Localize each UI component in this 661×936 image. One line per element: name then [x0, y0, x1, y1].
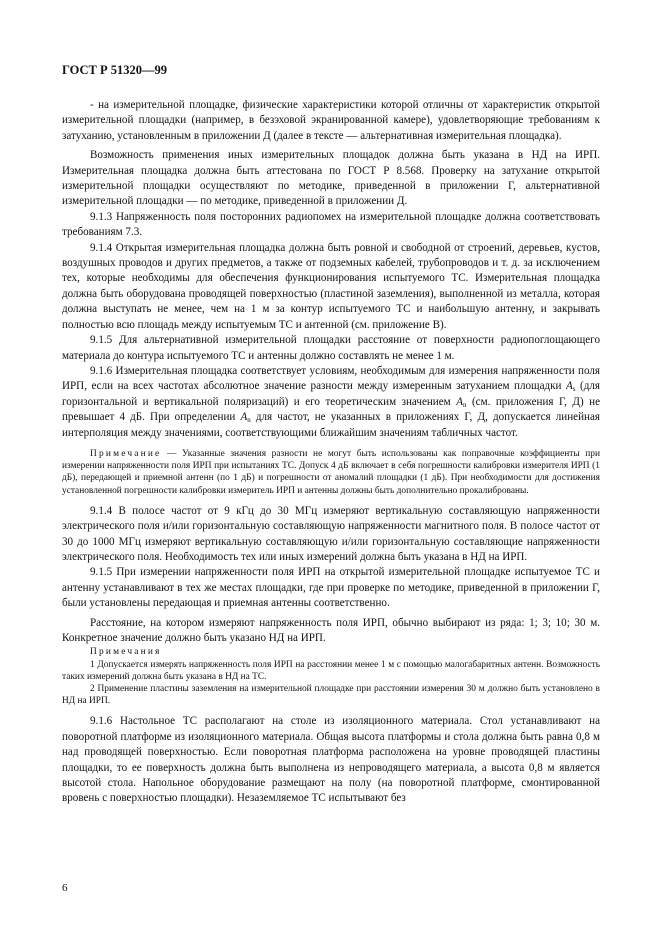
variable-a: A [456, 395, 463, 408]
text-run: (см. приложения Г, Д) не превышает 4 дБ. При определении [62, 395, 601, 424]
paragraph-list-item: - на измерительной площадке, физические характеристики которой отличны от характеристик открытой измерительной площадки (например, в безэховой экранированной камере), удовлетворяющие требованиям к затуханию, установленным в приложении Д (далее в тексте — альтернативная измерительная площадка). [62, 99, 600, 142]
note-block [62, 448, 600, 497]
note-text: — Указанные значения разности не могут быть использованы как поправочные коэффициенты при измерении напряженности поля ИРП при испытаниях ТС. Допуск 4 дБ включает в себя погрешности калибровки измерителя ИРП (1 дБ), передающей и приемной антенн (по 1 дБ) и погрешности от аномалий площадки (1 дБ). При необходимости для достижения установленной погрешности калибровки измеритель ИРП и антенны должны быть дополнительно прокалиброваны. [62, 448, 600, 496]
subscript: n [247, 416, 251, 425]
text-run: для частот, не указанных в приложениях Г, Д, допускается линейная интерполяция между значениями, соответствующими ближайшим значениям табличных частот. [62, 411, 600, 439]
subscript: s [572, 385, 576, 394]
document-body [62, 98, 600, 807]
paragraph: Возможность применения иных измерительных площадок должна быть указана в НД на ИРП. Измерительная площадка должна быть аттестована по ГОСТ Р 8.568. Проверку на затухание открытой измерительной площадки осуществляют по методике, приведенной в приложении Г, альтернативной измерительной площадки — по методике, приведенной в приложении Д. [62, 149, 600, 208]
paragraph-9-1-4b: 9.1.4 В полосе частот от 9 кГц до 30 МГц измеряют вертикальную составляющую напряженности электрического поля и/или горизонтальную составляющую напряженности магнитного поля. В полосе частот от 30 до 1000 МГц измеряют вертикальную составляющую и/или горизонтальную составляющие напряженности электрического поля. Необходимость тех или иных измерений должна быть указана в НД на ИРП. [62, 504, 600, 563]
variable-a: A [565, 380, 573, 393]
paragraph-9-1-3: 9.1.3 Напряженность поля посторонних радиопомех на измерительной площадке должна соответствовать требованиям 7.3. [62, 210, 600, 239]
paragraph-9-1-6 [62, 364, 600, 441]
paragraph-distance: Расстояние, на котором измеряют напряженность поля ИРП, обычно выбирают из ряда: 1; 3; 10; 30 м. Конкретное значение должно быть указано НД на ИРП. [62, 616, 600, 644]
note-1: 1 Допускается измерять напряженность поля ИРП на расстоянии менее 1 м с помощью малогабаритных антенн. Возможность таких измерений должна быть указана в НД на ТС. [62, 659, 600, 682]
paragraph-9-1-6b: 9.1.6 Настольное ТС располагают на столе из изоляционного материала. Стол устанавливают на поворотной платформе из изоляционного материала. Общая высота платформы и стола должна быть равна 0,8 м над проводящей поверхностью. Если поворотная платформа расположена на уровне проводящей пластины площадки, то ее поверхность должна быть выполнена из непроводящего материала, а высота 0,8 м является высотой стола. Напольное оборудование размещают на полу (на поворотной платформе, смонтированной вровень с поверхностью площадки). Незаземляемое ТС испытывают без [62, 715, 600, 805]
paragraph-9-1-5b: 9.1.5 При измерении напряженности поля ИРП на открытой измерительной площадке испытуемое ТС и антенну устанавливают в тех же местах площадки, где при проверке по методике, приведенной в приложении Г, были установлены передающая и приемная антенны соответственно. [62, 566, 600, 610]
paragraph-9-1-4: 9.1.4 Открытая измерительная площадка должна быть ровной и свободной от строений, деревьев, кустов, воздушных проводов и других предметов, а также от подземных кабелей, трубопроводов и т. д. за исключением тех, которые необходимы для обеспечения функционирования испытуемого ТС. Измерительная площадка должна быть оборудована проводящей поверхностью (пластиной заземления), выполненной из металла, которая должна выступать не менее, чем на 1 м за контур испытуемого ТС и наибольшую антенну, и закрывать полностью всю площадь между испытуемым ТС и антенной (см. приложение В). [62, 241, 600, 331]
note-label: Примечание [90, 448, 162, 459]
page-number: 6 [62, 882, 68, 894]
variable-a: A [240, 411, 248, 424]
notes-title: Примечания [90, 647, 162, 658]
subscript: n [462, 400, 467, 409]
document-header: ГОСТ Р 51320—99 [62, 63, 168, 77]
text-run: (для горизонтальной и вертикальной поляризаций) и его теоретическим значением [62, 380, 600, 408]
note-2: 2 Применение пластины заземления на измерительной площадке при расстоянии измерения 30 м должно быть установлено в НД на ИРП. [62, 684, 600, 707]
paragraph-9-1-5: 9.1.5 Для альтернативной измерительной площадки расстояние от поверхности радиопоглощающего материала до контура испытуемого ТС и антенны должно составлять не менее 1 м. [62, 334, 600, 362]
text-run: 9.1.6 Измерительная площадка соответствует условиям, необходимым для измерения напряженности поля ИРП, если на всех частотах абсолютное значение разности между измеренным затуханием площадки [62, 364, 600, 393]
